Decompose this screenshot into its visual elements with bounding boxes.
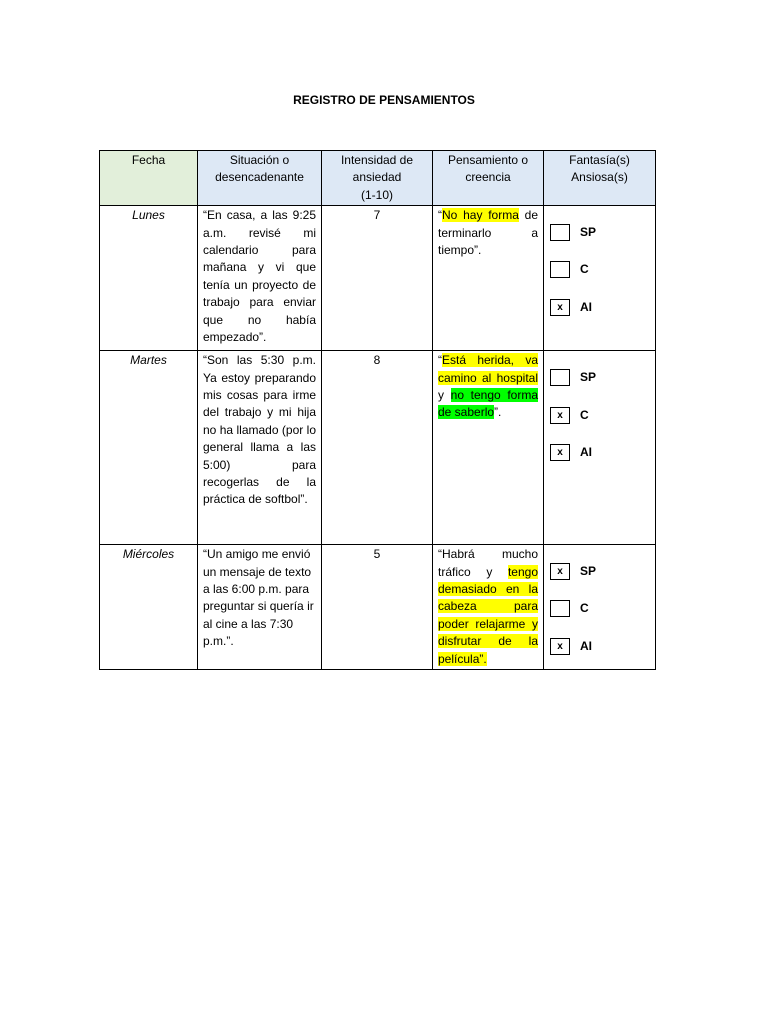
header-fantasia: Fantasía(s) Ansiosa(s) <box>544 151 656 206</box>
option-c <box>550 600 589 617</box>
table-row <box>100 351 656 545</box>
header-fecha: Fecha <box>100 151 198 206</box>
situacion-cell: “Un amigo me envió un mensaje de texto a las 6:00 p.m. para preguntar si quería ir al cine a las 7:30 p.m.”. <box>198 545 322 670</box>
option-label: SP <box>580 225 597 240</box>
fantasia-cell <box>544 545 656 670</box>
intensidad-cell: 5 <box>322 545 433 670</box>
intensidad-cell: 7 <box>322 206 433 351</box>
pensamiento-cell: “Está herida, va camino al hospital y no tengo forma de saberlo”. <box>433 351 544 545</box>
pensamiento-cell: “Habrá mucho tráfico y tengo demasiado en la cabeza para poder relajarme y disfrutar de la película”. <box>433 545 544 670</box>
option-sp <box>550 369 596 386</box>
document-title: REGISTRO DE PENSAMIENTOS <box>293 93 475 107</box>
option-sp <box>550 224 596 241</box>
option-label: SP <box>580 564 597 579</box>
option-sp <box>550 563 596 580</box>
pensamiento-cell: “No hay forma de terminarlo a tiempo”. <box>433 206 544 351</box>
thought-record-table <box>99 150 656 670</box>
fecha-cell: Lunes <box>100 206 198 351</box>
option-c <box>550 261 589 278</box>
header-situacion: Situación o desencadenante <box>198 151 322 206</box>
checkbox-sp[interactable]: x <box>550 563 570 580</box>
situacion-cell: “En casa, a las 9:25 a.m. revisé mi calendario para mañana y vi que tenía un proyecto de trabajo para enviar que no había empezado”. <box>198 206 322 351</box>
option-label: SP <box>580 370 597 385</box>
checkbox-sp[interactable] <box>550 224 570 241</box>
checkbox-ai[interactable]: x <box>550 638 570 655</box>
checkbox-c[interactable] <box>550 600 570 617</box>
fecha-cell: Martes <box>100 351 198 545</box>
option-ai <box>550 299 592 316</box>
option-label: C <box>580 262 589 277</box>
option-label: AI <box>580 300 592 315</box>
option-ai <box>550 444 592 461</box>
situacion-cell: “Son las 5:30 p.m. Ya estoy preparando mis cosas para irme del trabajo y mi hija no ha llamado (por lo general llama a las 5:00) para recogerlas de la práctica de softbol”. <box>198 351 322 545</box>
checkbox-ai[interactable]: x <box>550 299 570 316</box>
option-label: C <box>580 601 589 616</box>
fantasia-cell <box>544 351 656 545</box>
option-label: AI <box>580 445 592 460</box>
option-c <box>550 407 589 424</box>
table-row <box>100 545 656 670</box>
option-label: C <box>580 408 589 423</box>
intensidad-cell: 8 <box>322 351 433 545</box>
highlight-yellow: tengo demasiado en la cabeza para poder relajarme y disfrutar de la película”. <box>438 564 538 666</box>
highlight-green: no tengo forma de saberlo <box>438 388 538 420</box>
header-row <box>100 151 656 206</box>
checkbox-c[interactable]: x <box>550 407 570 424</box>
checkbox-c[interactable] <box>550 261 570 278</box>
header-intensidad: Intensidad de ansiedad (1-10) <box>322 151 433 206</box>
table-row <box>100 206 656 351</box>
fecha-cell: Miércoles <box>100 545 198 670</box>
fantasia-cell <box>544 206 656 351</box>
header-pensamiento: Pensamiento o creencia <box>433 151 544 206</box>
option-ai <box>550 638 592 655</box>
option-label: AI <box>580 639 592 654</box>
highlight-yellow: Está herida, va camino al hospital <box>438 353 538 385</box>
checkbox-ai[interactable]: x <box>550 444 570 461</box>
checkbox-sp[interactable] <box>550 369 570 386</box>
highlight-yellow: No hay forma <box>442 208 519 223</box>
